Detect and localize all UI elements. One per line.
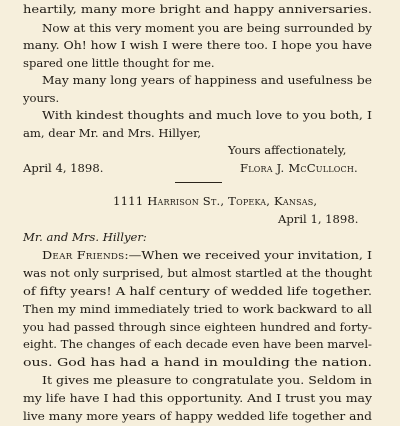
letter1-line: many. Oh! how I wish I were there too. I hope you have <box>23 38 372 52</box>
letter1-line: May many long years of happiness and usefulness be <box>42 73 372 87</box>
letter2-greeting: Dear Friends <box>42 248 125 262</box>
letter2-line: of fifty years! A half century of wedded life together. <box>23 284 373 298</box>
letter1-line: am, dear Mr. and Mrs. Hillyer, <box>23 126 202 140</box>
letter1-line: Now at this very moment you are being surrounded by <box>42 21 372 35</box>
letter2-address-text: 1111 Harrison St., Topeka, Kansas, <box>113 194 318 208</box>
letter2-address <box>113 193 317 211</box>
letter2-line: you had passed through since eighteen hundred and forty- <box>23 320 373 334</box>
letter1-line: heartily, many more bright and happy anniversaries. <box>23 2 372 16</box>
letter2-line: was not only surprised, but almost startled at the thought <box>23 266 372 280</box>
letter2-line: live many more years of happy wedded life together and <box>23 409 372 423</box>
letter2-line-text: :—When we received your invitation, I <box>124 248 372 262</box>
letter2-line: ous. God has had a hand in moulding the nation. <box>23 355 372 369</box>
letter2-date: April 1, 1898. <box>278 212 359 226</box>
letter1-line: yours. <box>23 91 60 105</box>
letter2-line: Then my mind immediately tried to work backward to all <box>23 302 372 316</box>
letter2-salutation: Mr. and Mrs. Hillyer: <box>23 230 147 244</box>
letter1-line: spared one little thought for me. <box>23 56 215 70</box>
letter1-line: With kindest thoughts and much love to you both, I <box>42 108 372 122</box>
letter2-line <box>42 247 372 265</box>
letter2-line: It gives me pleasure to congratulate you. Seldom in <box>42 373 372 387</box>
letter2-line: eight. The changes of each decade even have been marvel- <box>23 337 372 351</box>
letter1-signature: Flora J. McCulloch. <box>240 161 358 175</box>
letter1-closing: Yours affectionately, <box>228 143 347 157</box>
section-divider <box>175 182 222 183</box>
letter1-date: April 4, 1898. <box>23 161 104 175</box>
letter2-line: my life have I had this opportunity. And I trust you may <box>23 391 372 405</box>
